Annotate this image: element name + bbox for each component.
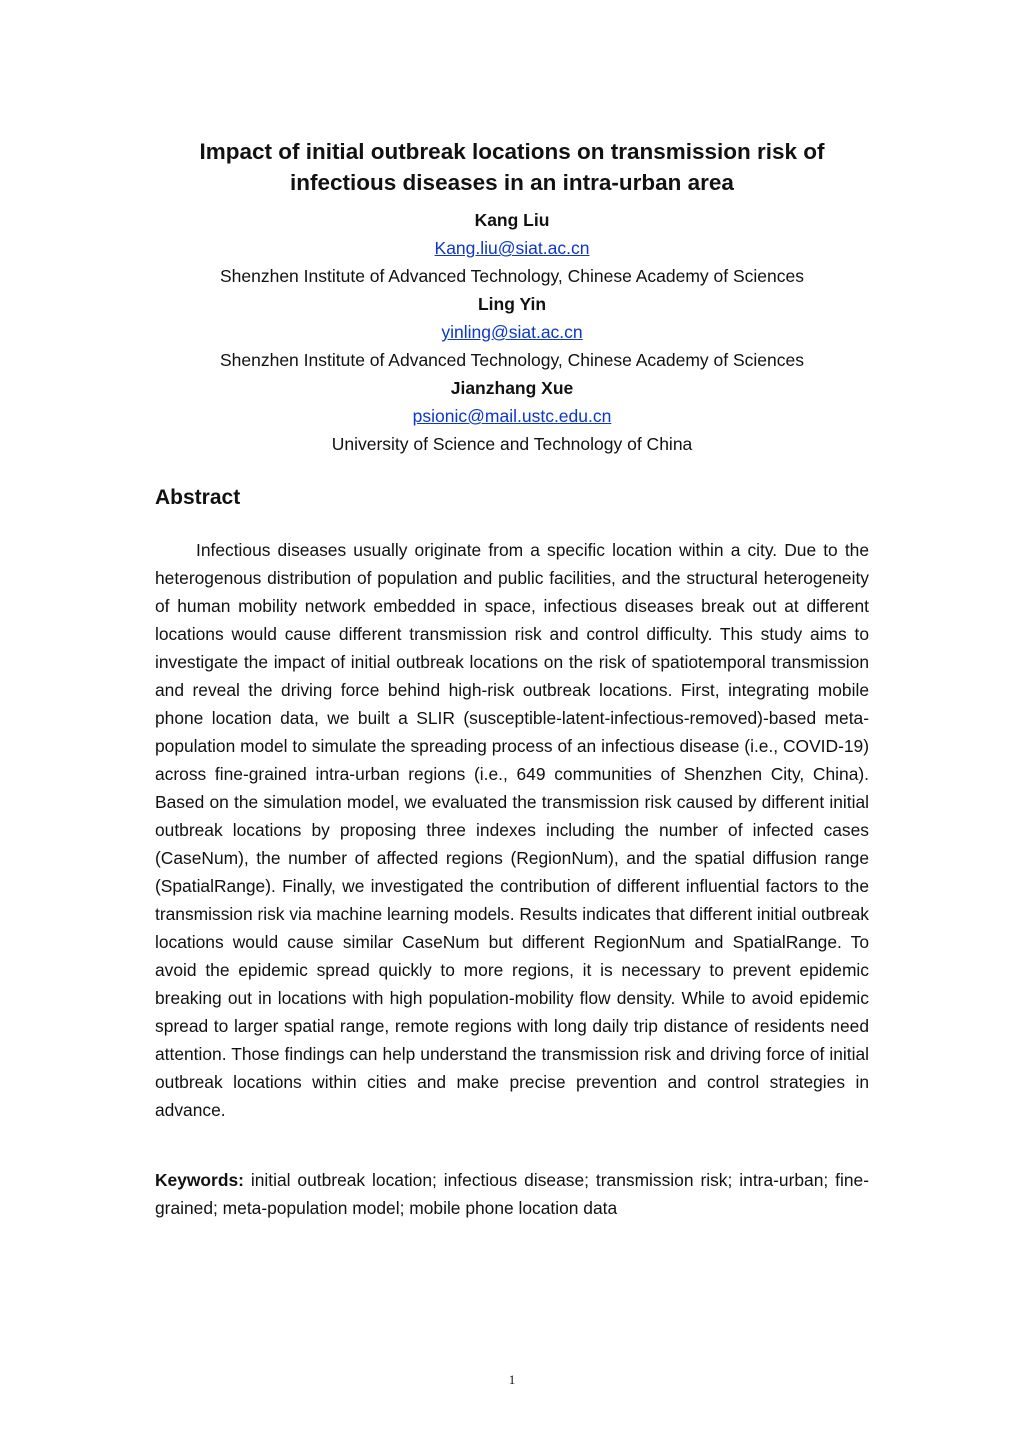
paper-title-line-1: Impact of initial outbreak locations on transmission risk of xyxy=(199,139,825,164)
author-name: Ling Yin xyxy=(477,294,547,314)
author-affiliation: Shenzhen Institute of Advanced Technology, Chinese Academy of Sciences xyxy=(219,266,805,286)
author-name: Jianzhang Xue xyxy=(450,378,574,398)
keywords-label: Keywords: xyxy=(155,1170,244,1190)
abstract-heading: Abstract xyxy=(155,486,241,509)
author-block xyxy=(150,290,874,374)
paper-title xyxy=(150,136,874,198)
author-email-link[interactable]: psionic@mail.ustc.edu.cn xyxy=(412,406,612,426)
author-list xyxy=(150,206,874,458)
author-block xyxy=(150,374,874,458)
page-number: 1 xyxy=(508,1372,516,1387)
paper-title-line-2: infectious diseases in an intra-urban area xyxy=(290,170,734,195)
keywords-paragraph xyxy=(155,1166,869,1222)
keywords-text: initial outbreak location; infectious disease; transmission risk; intra-urban; fine-grained; meta-population model; mobile phone location data xyxy=(155,1170,869,1218)
author-email-link[interactable]: yinling@siat.ac.cn xyxy=(441,322,583,342)
author-affiliation: Shenzhen Institute of Advanced Technology, Chinese Academy of Sciences xyxy=(219,350,805,370)
author-name: Kang Liu xyxy=(474,210,550,230)
author-block xyxy=(150,206,874,290)
author-affiliation: University of Science and Technology of China xyxy=(331,434,693,454)
author-email-link[interactable]: Kang.liu@siat.ac.cn xyxy=(434,238,590,258)
abstract-text: Infectious diseases usually originate from a specific location within a city. Due to the heterogenous distribution of population and public facilities, and the structural heterogeneity of human mobility network embedded in space, infectious diseases break out at different locations would cause different transmission risk and control difficulty. This study aims to investigate the impact of initial outbreak locations on the risk of spatiotemporal transmission and reveal the driving force behind high-risk outbreak locations. First, integrating mobile phone location data, we built a SLIR (susceptible-latent-infectious-removed)-based meta-population model to simulate the spreading process of an infectious disease (i.e., COVID-19) across fine-grained intra-urban regions (i.e., 649 communities of Shenzhen City, China). Based on the simulation model, we evaluated the transmission risk caused by different initial outbreak locations by proposing three indexes including the number of infected cases (CaseNum), the number of affected regions (RegionNum), and the spatial diffusion range (SpatialRange). Finally, we investigated the contribution of different influential factors to the transmission risk via machine learning models. Results indicates that different initial outbreak locations would cause similar CaseNum but different RegionNum and SpatialRange. To avoid the epidemic spread quickly to more regions, it is necessary to prevent epidemic breaking out in locations with high population-mobility flow density. While to avoid epidemic spread to larger spatial range, remote regions with long daily trip distance of residents need attention. Those findings can help understand the transmission risk and driving force of initial outbreak locations within cities and make precise prevention and control strategies in advance. xyxy=(155,540,870,1120)
